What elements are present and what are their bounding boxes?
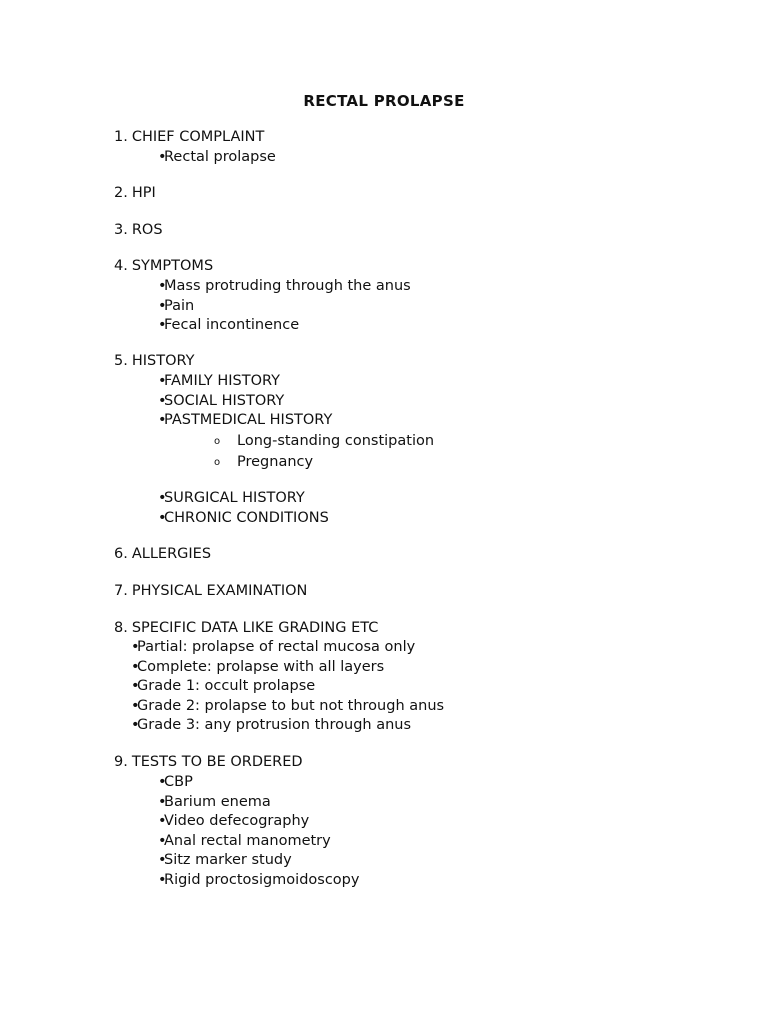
bullet-icon: • <box>158 490 167 506</box>
section-title: ALLERGIES <box>131 546 212 562</box>
section-title: ROS <box>131 222 163 238</box>
bullet-icon: • <box>158 832 167 849</box>
bullet-icon: • <box>158 793 167 810</box>
section-heading-symptoms <box>114 258 213 274</box>
list-item: •Complete: prolapse with all layers <box>131 658 444 678</box>
list-item: •Sitz marker study <box>158 851 359 871</box>
history-list <box>158 372 332 431</box>
section-number: 2. <box>114 185 128 201</box>
section-heading-ros <box>114 222 163 238</box>
bullet-icon: • <box>158 774 167 790</box>
grading-list <box>131 638 444 736</box>
list-item: •Rigid proctosigmoidoscopy <box>158 871 359 891</box>
section-title: TESTS TO BE ORDERED <box>131 754 303 770</box>
symptoms-list <box>158 277 411 336</box>
list-item: •Grade 2: prolapse to but not through anus <box>131 697 444 717</box>
list-item: •Video defecography <box>158 812 359 832</box>
section-number: 5. <box>114 353 128 369</box>
list-item: •Pain <box>158 297 411 317</box>
list-item: •FAMILY HISTORY <box>158 372 332 392</box>
chief-complaint-list <box>158 148 276 168</box>
section-heading-specific-data <box>114 620 378 636</box>
bullet-icon: • <box>158 871 167 888</box>
bullet-icon: • <box>158 317 167 334</box>
section-heading-tests <box>114 754 303 770</box>
section-title: HISTORY <box>131 353 195 369</box>
section-number: 1. <box>114 129 128 145</box>
document-title: RECTAL PROLAPSE <box>303 92 465 110</box>
list-item: •SURGICAL HISTORY <box>158 489 329 509</box>
list-item: •Barium enema <box>158 793 359 813</box>
section-heading-hpi <box>114 185 156 201</box>
section-title: HPI <box>131 185 156 201</box>
bullet-icon: • <box>158 149 167 165</box>
section-number: 9. <box>114 754 128 770</box>
history-list-continued <box>158 489 329 528</box>
bullet-icon: • <box>158 297 167 314</box>
section-number: 6. <box>114 546 128 562</box>
section-number: 8. <box>114 620 128 636</box>
section-title: PHYSICAL EXAMINATION <box>131 583 308 599</box>
bullet-icon: • <box>158 852 167 869</box>
sub-list-item: o Pregnancy <box>214 452 434 473</box>
section-title: SYMPTOMS <box>131 258 214 274</box>
tests-list <box>158 773 359 891</box>
list-item: •CHRONIC CONDITIONS <box>158 509 329 529</box>
bullet-icon: • <box>131 639 140 655</box>
circle-bullet-icon: o <box>214 436 221 447</box>
sub-list-item: o Long-standing constipation <box>214 431 434 452</box>
section-heading-history <box>114 353 195 369</box>
list-item: •PASTMEDICAL HISTORY <box>158 411 332 431</box>
section-title: CHIEF COMPLAINT <box>131 129 265 145</box>
list-item: •Grade 3: any protrusion through anus <box>131 716 444 736</box>
list-item: •Mass protruding through the anus <box>158 277 411 297</box>
bullet-icon: • <box>158 509 167 526</box>
bullet-icon: • <box>131 717 140 734</box>
bullet-icon: • <box>131 678 140 695</box>
circle-bullet-icon: o <box>214 456 221 468</box>
bullet-icon: • <box>158 392 167 409</box>
past-medical-sublist <box>214 431 434 472</box>
section-heading-chief-complaint <box>114 129 264 145</box>
section-number: 7. <box>114 583 128 599</box>
bullet-icon: • <box>158 813 167 830</box>
section-title: SPECIFIC DATA LIKE GRADING ETC <box>131 620 379 636</box>
section-number: 3. <box>114 222 128 238</box>
list-item: •Anal rectal manometry <box>158 832 359 852</box>
list-item: •Partial: prolapse of rectal mucosa only <box>131 638 444 658</box>
bullet-icon: • <box>131 658 140 675</box>
bullet-icon: • <box>158 412 167 429</box>
list-item: •CBP <box>158 773 359 793</box>
list-item: •Rectal prolapse <box>158 148 276 168</box>
list-item: •Grade 1: occult prolapse <box>131 677 444 697</box>
section-heading-allergies <box>114 546 211 562</box>
bullet-icon: • <box>158 278 167 294</box>
section-heading-physical-examination <box>114 583 307 599</box>
section-number: 4. <box>114 258 128 274</box>
list-item: •SOCIAL HISTORY <box>158 392 332 412</box>
list-item: •Fecal incontinence <box>158 316 411 336</box>
bullet-icon: • <box>158 373 167 389</box>
bullet-icon: • <box>131 697 140 714</box>
